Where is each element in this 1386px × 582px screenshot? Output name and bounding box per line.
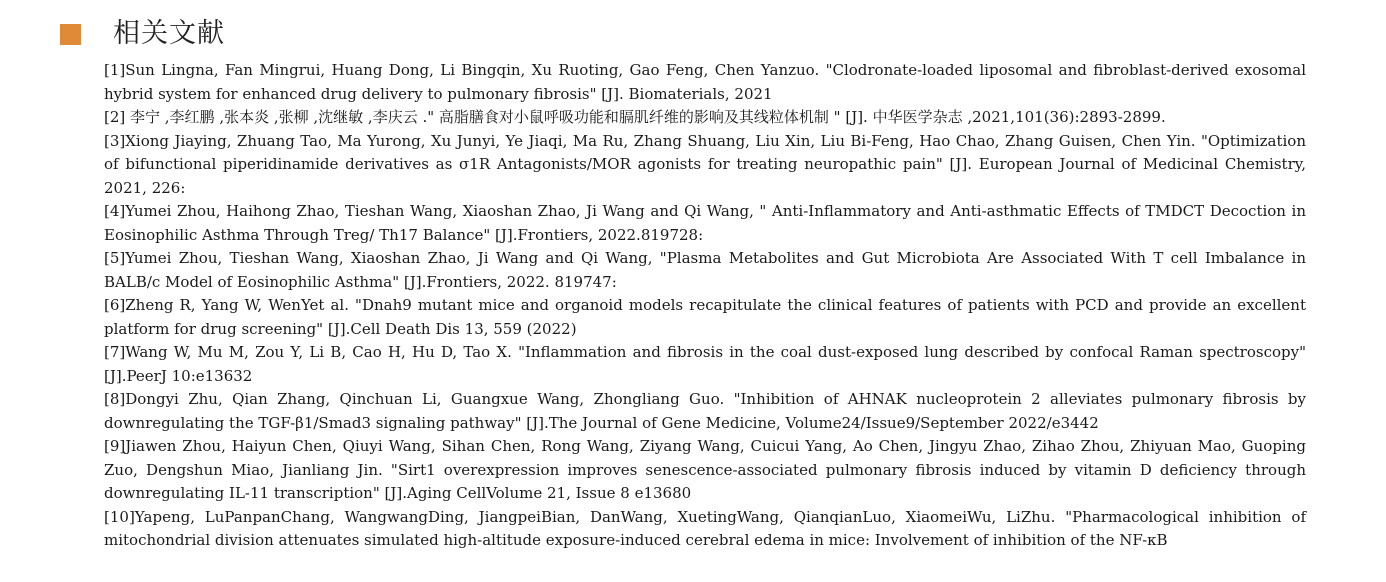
reference-item: [3]Xiong Jiaying, Zhuang Tao, Ma Yurong, Xu Junyi, Ye Jiaqi, Ma Ru, Zhang Shuang, Liu Xin, Liu Bi-Feng, Hao Chao, Zhang Guisen, Chen Yin. "Optimization of bifunctional piperidinamide derivatives as σ1R Antagonists/MOR agonists for treating neuropathic pain" [J]. European Journal of Medicinal Chemistry, 2021, 226:	[104, 131, 1306, 197]
section-heading	[60, 14, 225, 54]
reference-item: [5]Yumei Zhou, Tieshan Wang, Xiaoshan Zhao, Ji Wang and Qi Wang, "Plasma Metabolites and Gut Microbiota Are Associated With T cell Imbalance in BALB/c Model of Eosinophilic Asthma" [J].Frontiers, 2022. 819747:	[104, 249, 1306, 291]
reference-item: [6]Zheng R, Yang W, WenYet al. "Dnah9 mutant mice and organoid models recapitulate the clinical features of patients with PCD and provide an excellent platform for drug screening" [J].Cell Death Dis 13, 559 (2022)	[104, 296, 1306, 338]
section-title: 相关文献	[113, 18, 225, 49]
reference-item: [9]Jiawen Zhou, Haiyun Chen, Qiuyi Wang, Sihan Chen, Rong Wang, Ziyang Wang, Cuicui Yang, Ao Chen, Jingyu Zhao, Zihao Zhou, Zhiyuan Mao, Guoping Zuo, Dengshun Miao, Jianliang Jin. "Sirt1 overexpression improves senescence-associated pulmonary fibrosis induced by vitamin D deficiency through downregulating IL-11 transcription" [J].Aging CellVolume 21, Issue 8 e13680	[104, 437, 1306, 502]
reference-list	[104, 59, 1306, 553]
reference-item: [10]Yapeng, LuPanpanChang, WangwangDing, JiangpeiBian, DanWang, XuetingWang, QianqianLuo, XiaomeiWu, LiZhu. "Pharmacological inhibition of mitochondrial division attenuates simulated high-altitude exposure-induced cerebral edema in mice: Involvement of inhibition of the NF-κB	[104, 507, 1306, 549]
reference-item: [1]Sun Lingna, Fan Mingrui, Huang Dong, Li Bingqin, Xu Ruoting, Gao Feng, Chen Yanzuo. "Clodronate-loaded liposomal and fibroblast-derived exosomal hybrid system for enhanced drug delivery to pulmonary fibrosis" [J]. Biomaterials, 2021	[104, 61, 1306, 103]
orange-square-icon	[60, 24, 81, 45]
top-decoration	[1112, 0, 1326, 3]
reference-item: [7]Wang W, Mu M, Zou Y, Li B, Cao H, Hu D, Tao X. "Inflammation and fibrosis in the coal dust-exposed lung described by confocal Raman spectroscopy" [J].PeerJ 10:e13632	[104, 343, 1306, 385]
reference-item: [4]Yumei Zhou, Haihong Zhao, Tieshan Wang, Xiaoshan Zhao, Ji Wang and Qi Wang, " Anti-Inflammatory and Anti-asthmatic Effects of TMDCT Decoction in Eosinophilic Asthma Through Treg/ Th17 Balance" [J].Frontiers, 2022.819728:	[104, 202, 1306, 244]
reference-item: [2] 李宁 ,李红鹏 ,张本炎 ,张柳 ,沈继敏 ,李庆云 ." 高脂膳食对小鼠呼吸功能和膈肌纤维的影响及其线粒体机制 " [J]. 中华医学杂志 ,2021,101(36):2893-2899.	[104, 108, 1166, 126]
reference-item: [8]Dongyi Zhu, Qian Zhang, Qinchuan Li, Guangxue Wang, Zhongliang Guo. "Inhibition of AHNAK nucleoprotein 2 alleviates pulmonary fibrosis by downregulating the TGF-β1/Smad3 signaling pathway" [J].The Journal of Gene Medicine, Volume24/Issue9/September 2022/e3442	[104, 390, 1306, 432]
